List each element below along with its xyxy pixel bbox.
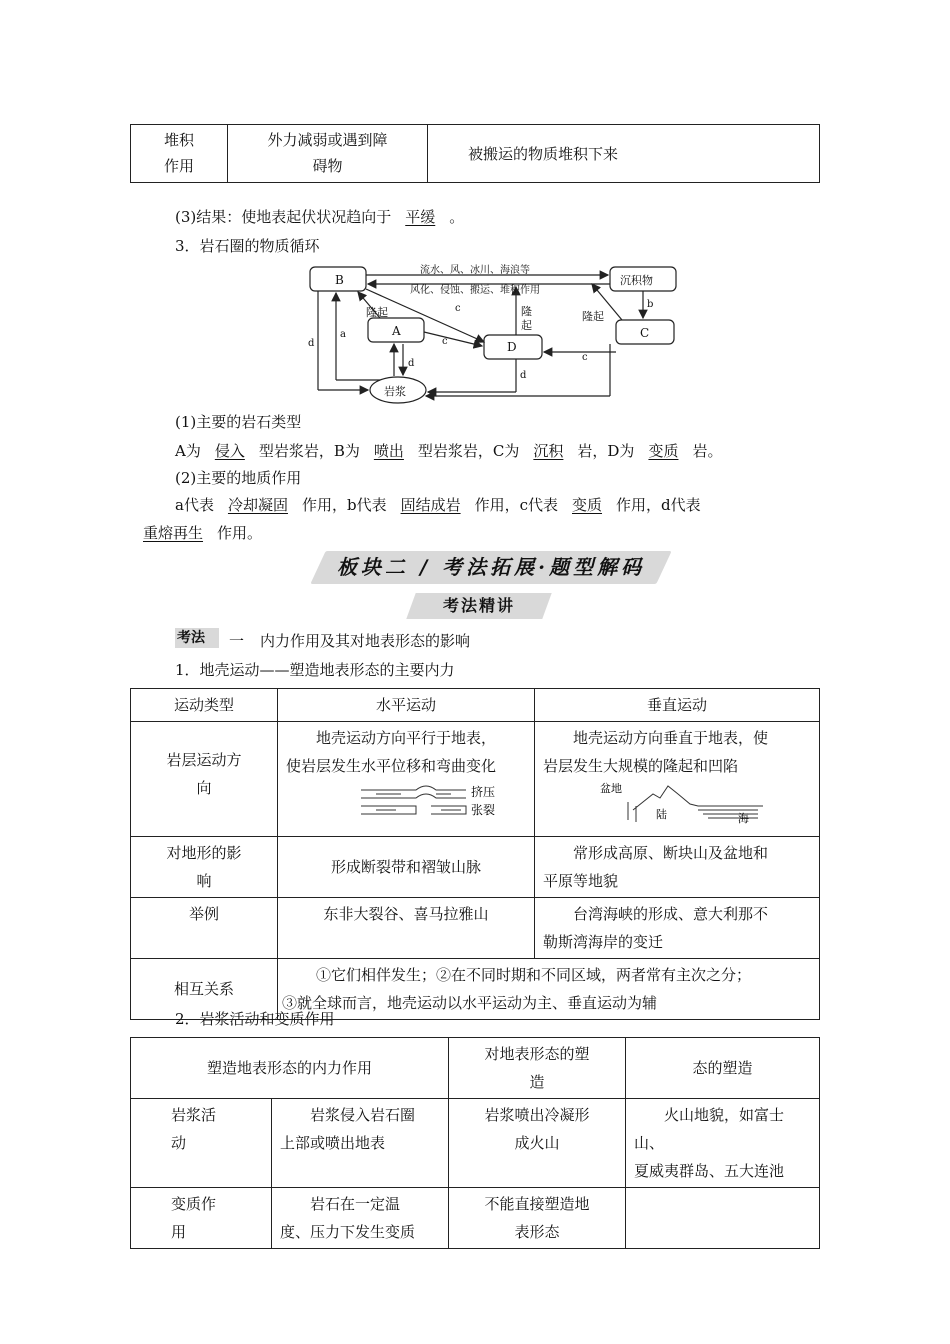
cell: 地壳运动方向平行于地表， 使岩层发生水平位移和弯曲变化 挤压 张裂	[278, 722, 535, 837]
label-B: B	[335, 273, 344, 287]
answer: 平缓	[405, 208, 436, 226]
section-heading: 3．岩石圈的物质循环	[175, 237, 320, 255]
geo-actions-line: a代表 冷却凝固 作用，b代表 固结成岩 作用，c代表 变质 作用，d代表	[175, 496, 701, 514]
label-sediment: 沉积物	[620, 274, 653, 287]
cell: 台湾海峡的形成、意大利那不 勒斯湾海岸的变迁	[535, 898, 820, 959]
rock-cycle-diagram	[300, 262, 690, 410]
label-uplift: 隆	[521, 305, 532, 318]
label-d: d	[308, 338, 315, 349]
kaofa-title: 内力作用及其对地表形态的影响	[260, 632, 471, 650]
rock-types-heading: (1)主要的岩石类型	[175, 413, 302, 431]
label-c: c	[455, 303, 461, 314]
label-d: d	[408, 358, 415, 369]
geo-actions-line2: 重熔再生 作用。	[143, 524, 263, 542]
horizontal-movement-figure	[356, 780, 516, 820]
label-basin: 盆地	[600, 782, 622, 795]
label-tension: 张裂	[471, 803, 496, 817]
label-land: 陆	[656, 808, 667, 821]
label-c: c	[582, 352, 588, 363]
label-agents: 流水、风、冰川、海浪等	[420, 265, 530, 276]
cell: 岩浆喷出冷凝形 成火山	[449, 1099, 626, 1188]
header-cell: 垂直运动	[535, 689, 820, 722]
cell: 形成断裂带和褶皱山脉	[278, 837, 535, 898]
label-c: c	[442, 336, 448, 347]
label-D: D	[507, 340, 517, 354]
header-cell: 运动类型	[131, 689, 278, 722]
header-cell: 水平运动	[278, 689, 535, 722]
cell: 火山地貌，如富士山、 夏威夷群岛、五大连池	[626, 1099, 820, 1188]
label-squeeze: 挤压	[471, 785, 496, 799]
label-uplift: 隆起	[366, 306, 388, 319]
cell: ①它们相伴发生；②在不同时期和不同区域，两者常有主次之分； ③就全球而言，地壳运动以水平运动为主、垂直运动为辅	[278, 959, 820, 1020]
table-crustal-movement	[130, 688, 820, 1020]
cell: 相互关系	[131, 959, 278, 1020]
cell: 常形成高原、断块山及盆地和 平原等地貌	[535, 837, 820, 898]
cell	[626, 1188, 820, 1249]
label-a: a	[340, 329, 346, 340]
label-uplift: 起	[521, 319, 532, 332]
result-line: (3)结果：使地表起伏状况趋向于 平缓 。	[175, 208, 465, 226]
label-C: C	[640, 326, 650, 340]
label-d: d	[520, 370, 527, 381]
cell: 被搬运的物质堆积下来	[428, 125, 820, 183]
label-magma: 岩浆	[384, 385, 406, 398]
label-b: b	[647, 299, 654, 310]
cell: 对地形的影 响	[131, 837, 278, 898]
cell: 岩层运动方 向	[131, 722, 278, 837]
table-deposition	[130, 124, 820, 183]
cell: 不能直接塑造地 表形态	[449, 1188, 626, 1249]
label-A: A	[392, 324, 401, 338]
cell: 岩浆侵入岩石圈 上部或喷出地表	[272, 1099, 449, 1188]
cell: 东非大裂谷、喜马拉雅山	[278, 898, 535, 959]
label-uplift: 隆起	[582, 310, 604, 323]
label-sea: 海	[738, 812, 749, 825]
vertical-movement-figure	[598, 780, 768, 826]
section-banner: 板块二 ∕ 考法拓展·题型解码	[336, 555, 646, 579]
kaofa-tag: 考法	[177, 630, 205, 646]
cell: 外力减弱或遇到障 碍物	[228, 125, 428, 183]
cell: 岩浆活 动	[131, 1099, 272, 1188]
kaofa-num: 一	[229, 632, 245, 650]
table-magma-metamorphism	[130, 1037, 820, 1249]
sub-banner: 考法精讲	[442, 596, 515, 615]
label-processes: 风化、侵蚀、搬运、堆积作用	[410, 285, 540, 296]
cell: 堆积 作用	[131, 125, 228, 183]
section-heading: 1．地壳运动——塑造地表形态的主要内力	[175, 661, 455, 679]
geo-actions-heading: (2)主要的地质作用	[175, 469, 302, 487]
header-cell: 对地表形态的塑 造	[449, 1038, 626, 1099]
rock-types-line: A为 侵入 型岩浆岩，B为 喷出 型岩浆岩，C为 沉积 岩，D为 变质 岩。	[175, 442, 723, 460]
cell: 举例	[131, 898, 278, 959]
section-heading: 2．岩浆活动和变质作用	[175, 1010, 335, 1028]
cell: 变质作 用	[131, 1188, 272, 1249]
cell: 地壳运动方向垂直于地表，使 岩层发生大规模的隆起和凹陷 盆地 陆 海	[535, 722, 820, 837]
header-cell: 塑造地表形态的内力作用	[131, 1038, 449, 1099]
cell: 岩石在一定温 度、压力下发生变质	[272, 1188, 449, 1249]
header-cell: 态的塑造	[626, 1038, 820, 1099]
